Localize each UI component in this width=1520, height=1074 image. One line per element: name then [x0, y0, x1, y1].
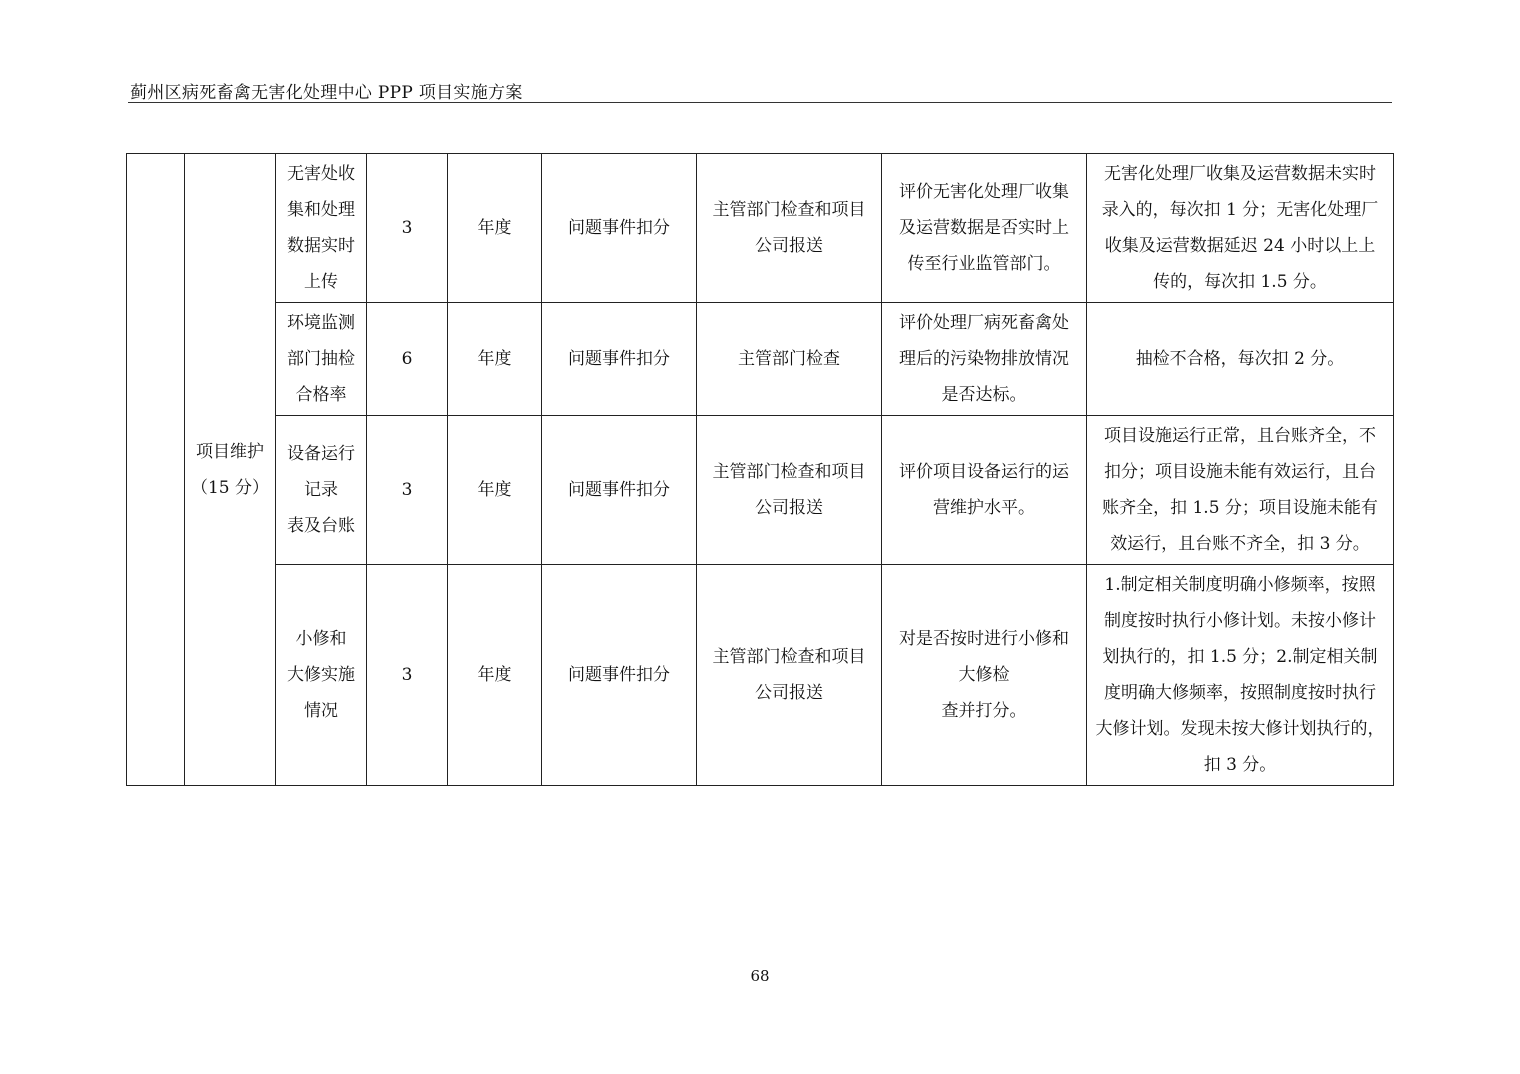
description-cell: 对是否按时进行小修和 大修检 查并打分。: [882, 565, 1087, 786]
description-cell: 评价无害化处理厂收集 及运营数据是否实时上 传至行业监管部门。: [882, 154, 1087, 303]
description-cell: 评价项目设备运行的运 营维护水平。: [882, 416, 1087, 565]
table-row: [127, 416, 1394, 565]
category-score: （15 分）: [190, 477, 270, 498]
period-cell: 年度: [448, 154, 542, 303]
category-label: 项目维护: [196, 441, 264, 462]
source-cell: 主管部门检查和项目 公司报送: [697, 416, 882, 565]
score-cell: 3: [367, 565, 448, 786]
standard-cell: 无害化处理厂收集及运营数据未实时 录入的，每次扣 1 分；无害化处理厂 收集及运营数据延迟 24 小时以上上 传的，每次扣 1.5 分。: [1087, 154, 1394, 303]
page-number: 68: [750, 967, 770, 985]
category-cell: [185, 154, 276, 786]
method-cell: 问题事件扣分: [542, 154, 697, 303]
standard-cell: 1.制定相关制度明确小修频率，按照 制度按时执行小修计划。未按小修计 划执行的，扣 1.5 分；2.制定相关制 度明确大修频率，按照制度按时执行 大修计划。发现未按大修计划执行的， 扣 3 分。: [1087, 565, 1394, 786]
indicator-cell: 设备运行 记录 表及台账: [276, 416, 367, 565]
indicator-cell: 小修和 大修实施 情况: [276, 565, 367, 786]
table-row: [127, 303, 1394, 416]
method-cell: 问题事件扣分: [542, 565, 697, 786]
standard-cell: 抽检不合格，每次扣 2 分。: [1087, 303, 1394, 416]
table-row: [127, 154, 1394, 303]
description-cell: 评价处理厂病死畜禽处 理后的污染物排放情况 是否达标。: [882, 303, 1087, 416]
evaluation-table: [126, 153, 1394, 786]
period-cell: 年度: [448, 565, 542, 786]
period-cell: 年度: [448, 416, 542, 565]
score-cell: 3: [367, 416, 448, 565]
indicator-cell: 环境监测 部门抽检 合格率: [276, 303, 367, 416]
source-cell: 主管部门检查和项目 公司报送: [697, 565, 882, 786]
score-cell: 6: [367, 303, 448, 416]
document-title: 蓟州区病死畜禽无害化处理中心 PPP 项目实施方案: [130, 83, 523, 103]
method-cell: 问题事件扣分: [542, 303, 697, 416]
period-cell: 年度: [448, 303, 542, 416]
page-header: [128, 76, 1392, 103]
source-cell: 主管部门检查: [697, 303, 882, 416]
blank-column-cell: [127, 154, 185, 786]
standard-cell: 项目设施运行正常，且台账齐全，不 扣分；项目设施未能有效运行，且台 账齐全，扣 1.5 分；项目设施未能有 效运行，且台账不齐全，扣 3 分。: [1087, 416, 1394, 565]
source-cell: 主管部门检查和项目 公司报送: [697, 154, 882, 303]
indicator-cell: 无害处收 集和处理 数据实时 上传: [276, 154, 367, 303]
score-cell: 3: [367, 154, 448, 303]
method-cell: 问题事件扣分: [542, 416, 697, 565]
table-row: [127, 565, 1394, 786]
